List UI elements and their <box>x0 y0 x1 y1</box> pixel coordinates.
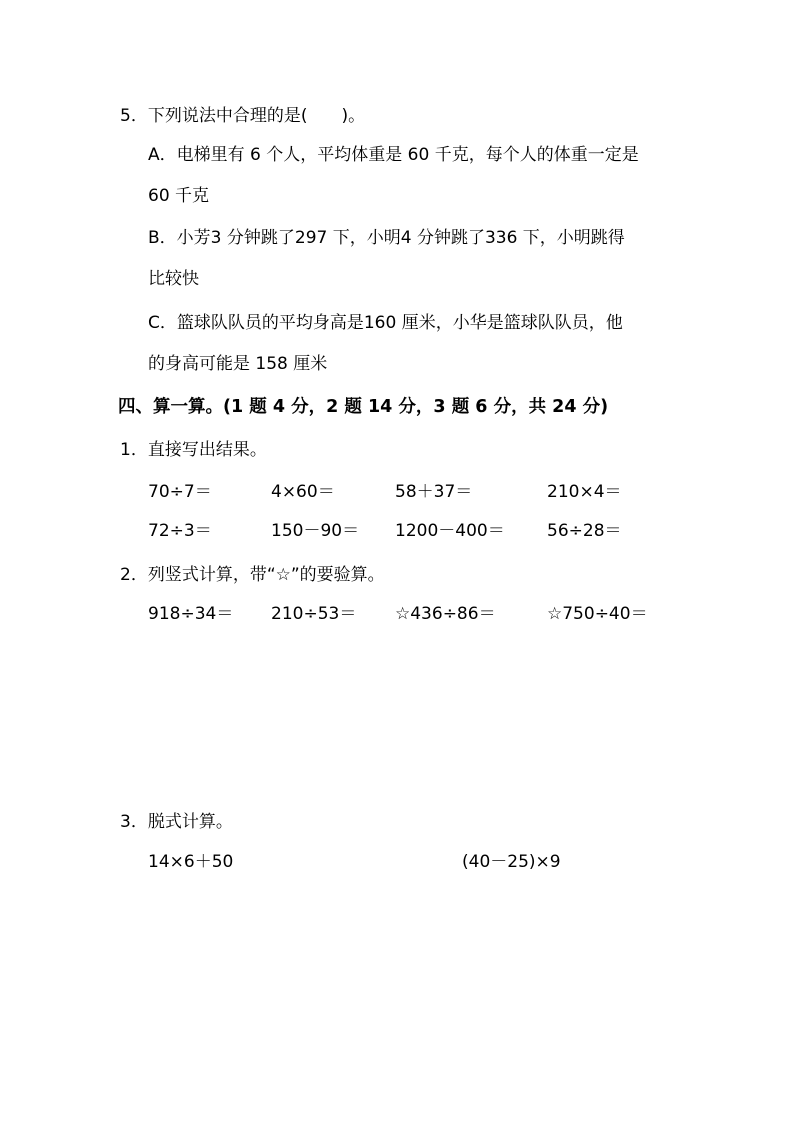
option-b-line1: B．小芳3 分钟跳了297 下，小明4 分钟跳了336 下，小明跳得 <box>148 228 625 248</box>
oral-calc-item: 4×60＝ <box>271 482 335 502</box>
part-1-prompt: 1．直接写出结果。 <box>120 440 267 460</box>
vertical-calc-item: 210÷53＝ <box>271 604 357 624</box>
option-c-line2: 的身高可能是 158 厘米 <box>148 354 328 374</box>
section-title: 四、算一算。(1 题 4 分，2 题 14 分，3 题 6 分，共 24 分) <box>118 397 609 417</box>
oral-calc-item: 1200－400＝ <box>395 521 505 541</box>
part-3-prompt: 3．脱式计算。 <box>120 812 233 832</box>
question-5-stem: 5．下列说法中合理的是( )。 <box>120 106 366 126</box>
oral-calc-item: 56÷28＝ <box>547 521 622 541</box>
vertical-calc-item: ☆436÷86＝ <box>395 604 496 624</box>
vertical-calc-item: 918÷34＝ <box>148 604 234 624</box>
oral-calc-item: 58＋37＝ <box>395 482 473 502</box>
step-calc-item: (40－25)×9 <box>462 852 561 872</box>
option-a-line2: 60 千克 <box>148 186 210 206</box>
step-calc-item: 14×6＋50 <box>148 852 234 872</box>
oral-calc-item: 70÷7＝ <box>148 482 212 502</box>
option-c-line1: C．篮球队队员的平均身高是160 厘米，小华是篮球队队员，他 <box>148 313 623 333</box>
oral-calc-item: 72÷3＝ <box>148 521 212 541</box>
oral-calc-item: 210×4＝ <box>547 482 622 502</box>
option-a-line1: A．电梯里有 6 个人，平均体重是 60 千克，每个人的体重一定是 <box>148 145 639 165</box>
vertical-calc-item: ☆750÷40＝ <box>547 604 648 624</box>
option-b-line2: 比较快 <box>148 269 199 289</box>
oral-calc-item: 150－90＝ <box>271 521 360 541</box>
part-2-prompt: 2．列竖式计算，带“☆”的要验算。 <box>120 565 385 585</box>
